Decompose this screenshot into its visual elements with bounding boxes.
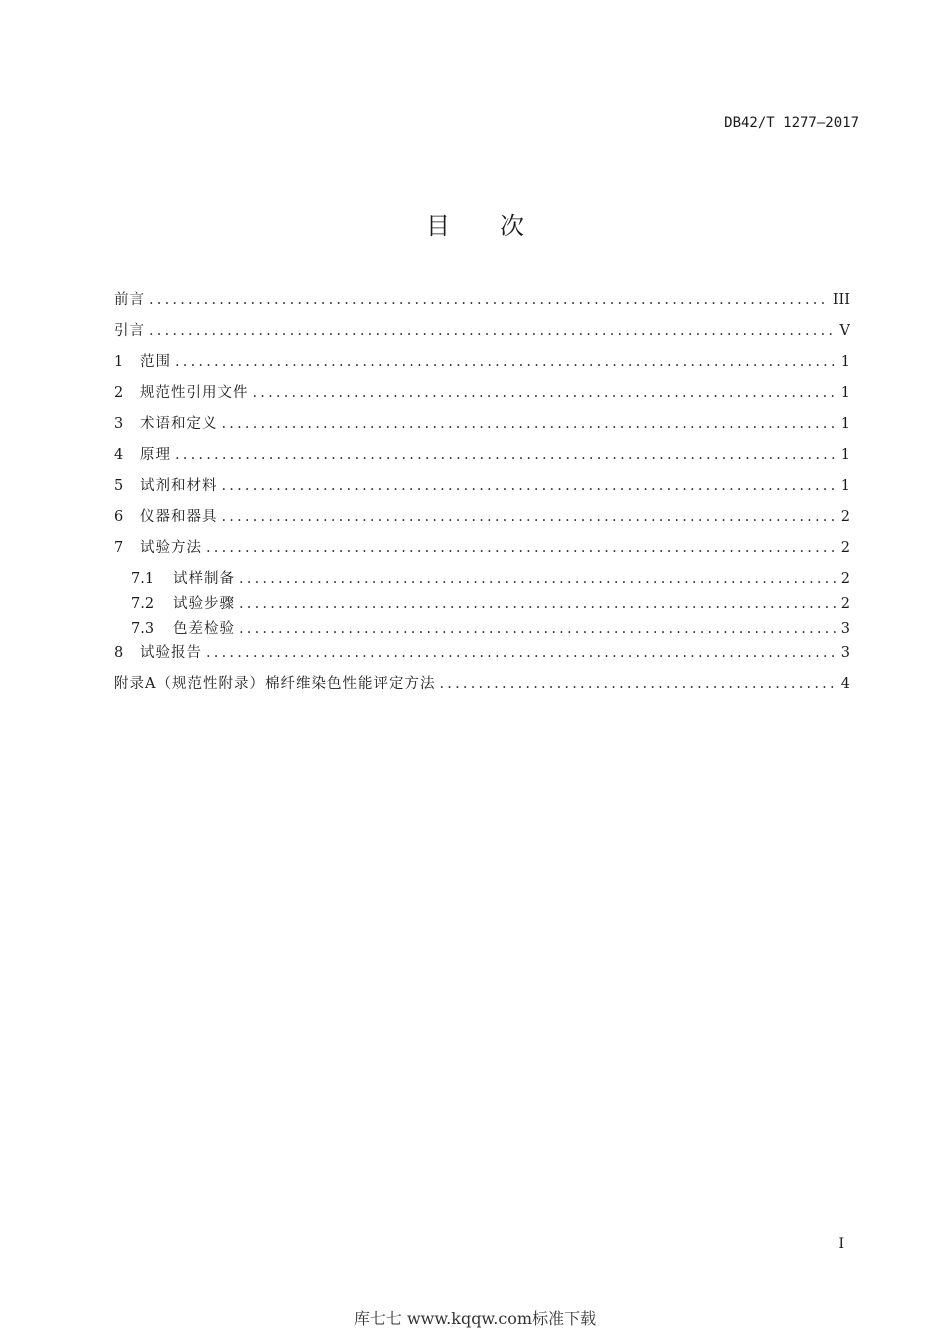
dot-leader	[239, 571, 836, 587]
toc-entry-label: 附录A（规范性附录）棉纤维染色性能评定方法	[114, 676, 436, 692]
toc-entry-label: 试样制备	[173, 571, 235, 587]
dot-leader	[239, 621, 836, 637]
toc-entry-number: 6	[114, 509, 124, 525]
toc-entry[interactable]	[114, 672, 850, 703]
toc-entry-label: 引言	[114, 323, 145, 339]
toc-entry-page: 2	[840, 540, 850, 556]
toc-entry-number: 5	[114, 478, 124, 494]
toc-entry-page: 1	[840, 385, 850, 401]
toc-entry-number: 7.3	[131, 620, 155, 637]
toc-entry-label: 前言	[114, 292, 145, 308]
toc-entry-page: 1	[840, 416, 850, 432]
toc-entry-label: 术语和定义	[140, 416, 218, 432]
toc-entry-label: 试验报告	[140, 645, 202, 661]
table-of-contents	[114, 288, 850, 703]
toc-entry-label: 色差检验	[173, 620, 235, 637]
toc-entry-page: 1	[840, 354, 850, 370]
standard-code: DB42/T 1277—2017	[724, 115, 859, 131]
dot-leader	[175, 354, 836, 370]
toc-entry-number: 3	[114, 416, 124, 432]
toc-entry-page: 2	[840, 509, 850, 525]
toc-entry[interactable]	[114, 592, 850, 617]
dot-leader	[239, 596, 836, 612]
toc-entry-number: 8	[114, 645, 124, 661]
toc-entry-number: 1	[114, 354, 124, 370]
dot-leader	[439, 676, 836, 692]
dot-leader	[253, 385, 837, 401]
toc-entry-page: 1	[840, 447, 850, 463]
page-number: I	[838, 1236, 844, 1252]
footer-watermark: 库七七 www.kqqw.com标准下载	[353, 1309, 597, 1328]
toc-entry[interactable]	[114, 443, 850, 474]
toc-entry-number: 4	[114, 447, 124, 463]
toc-entry-label: 试验方法	[140, 540, 202, 556]
toc-entry[interactable]	[114, 319, 850, 350]
toc-entry[interactable]	[114, 641, 850, 672]
toc-entry[interactable]	[114, 567, 850, 592]
toc-entry-page: V	[839, 323, 850, 339]
toc-entry[interactable]	[114, 381, 850, 412]
toc-entry[interactable]	[114, 536, 850, 567]
dot-leader	[222, 478, 837, 494]
dot-leader	[175, 447, 836, 463]
dot-leader	[149, 292, 829, 308]
toc-entry-page: III	[832, 292, 850, 308]
page-title: 目次	[426, 212, 574, 240]
dot-leader	[206, 540, 836, 556]
dot-leader	[222, 416, 837, 432]
toc-entry-label: 试验步骤	[173, 596, 235, 612]
dot-leader	[206, 645, 836, 661]
toc-entry-number: 7	[114, 540, 124, 556]
toc-entry-page: 4	[840, 676, 850, 692]
toc-entry[interactable]	[114, 505, 850, 536]
toc-entry-label: 仪器和器具	[140, 509, 218, 525]
toc-entry-page: 2	[840, 571, 850, 587]
toc-entry-label: 范围	[140, 354, 171, 370]
toc-entry[interactable]	[114, 474, 850, 505]
toc-entry[interactable]	[114, 617, 850, 642]
toc-entry[interactable]	[114, 288, 850, 319]
toc-entry-label: 规范性引用文件	[140, 385, 249, 401]
toc-entry[interactable]	[114, 350, 850, 381]
toc-entry[interactable]	[114, 412, 850, 443]
toc-entry-page: 1	[840, 478, 850, 494]
dot-leader	[149, 323, 836, 339]
toc-entry-page: 3	[840, 620, 850, 637]
toc-entry-number: 7.2	[131, 596, 155, 612]
toc-entry-number: 2	[114, 385, 124, 401]
toc-entry-label: 试剂和材料	[140, 478, 218, 494]
toc-entry-page: 2	[840, 596, 850, 612]
toc-entry-label: 原理	[140, 447, 171, 463]
dot-leader	[222, 509, 837, 525]
toc-entry-page: 3	[840, 645, 850, 661]
toc-entry-number: 7.1	[131, 571, 155, 587]
